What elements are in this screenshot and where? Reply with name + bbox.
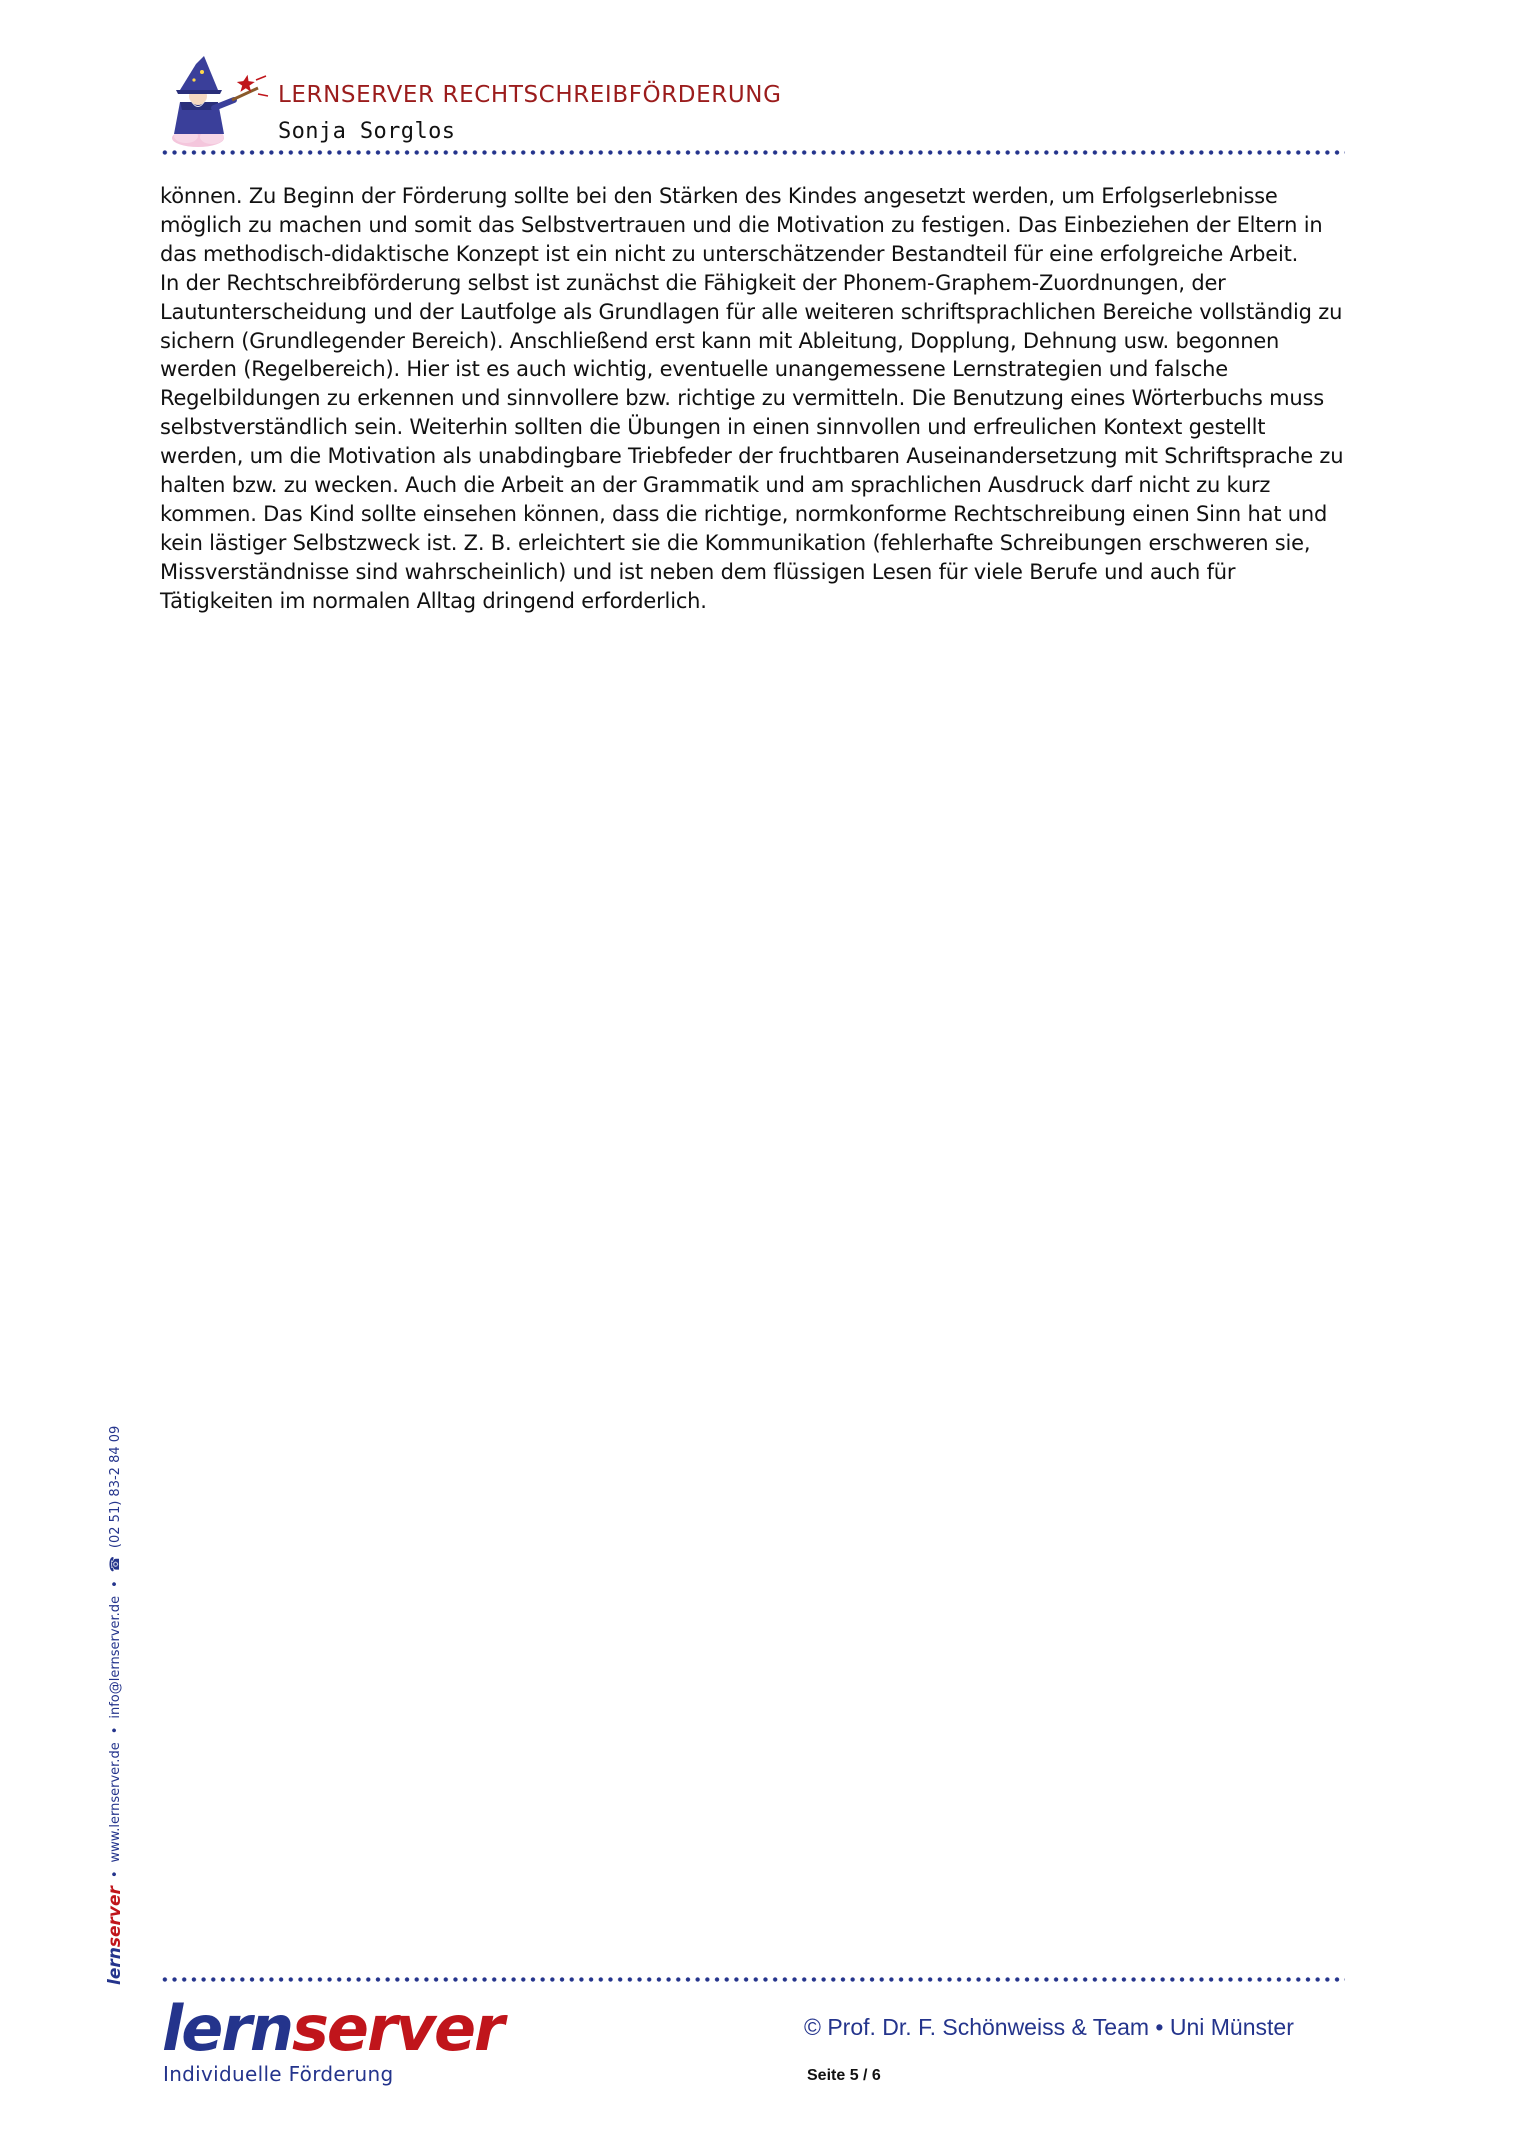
- text-line: Missverständnisse sind wahrscheinlich) und ist neben dem flüssigen Lesen für viele Berufe und auch für: [160, 559, 1236, 584]
- footer-copyright: © Prof. Dr. F. Schönweiss & Team • Uni Münster: [804, 2014, 1294, 2040]
- text-line: werden, um die Motivation als unabdingbare Triebfeder der fruchtbaren Auseinandersetzung mit Schriftsprache zu: [160, 444, 1344, 469]
- sidebar-separator: •: [107, 1580, 123, 1588]
- text-line: halten bzw. zu wecken. Auch die Arbeit an der Grammatik und am sprachlichen Ausdruck darf nicht zu kurz: [160, 473, 1271, 498]
- text-line: Lautunterscheidung und der Lautfolge als Grundlagen für alle weiteren schriftsprachlichen Bereiche vollständig zu: [160, 299, 1343, 324]
- header-divider: [160, 150, 1345, 155]
- sidebar-brand: lernserver: [105, 1886, 125, 1985]
- text-line: werden (Regelbereich). Hier ist es auch wichtig, eventuelle unangemessene Lernstrategien und falsche: [160, 357, 1229, 382]
- sidebar-contact: [105, 1426, 125, 1985]
- text-line: kommen. Das Kind sollte einsehen können, dass die richtige, normkonforme Rechtschreibung einen Sinn hat und: [160, 501, 1328, 526]
- footer-tagline: Individuelle Förderung: [163, 2062, 394, 2086]
- text-line: können. Zu Beginn der Förderung sollte bei den Stärken des Kindes angesetzt werden, um Erfolgserlebnisse: [160, 184, 1278, 208]
- sidebar-email-link[interactable]: info@lernserver.de: [107, 1595, 123, 1719]
- wizard-mascot-icon: [158, 50, 270, 150]
- header-title: LERNSERVER RECHTSCHREIBFÖRDERUNG: [278, 82, 782, 108]
- body-text: [160, 182, 1360, 616]
- text-line: sichern (Grundlegender Bereich). Anschließend erst kann mit Ableitung, Dopplung, Dehnung usw. begonnen: [160, 328, 1280, 353]
- text-line: kein lästiger Selbstzweck ist. Z. B. erleichtert sie die Kommunikation (fehlerhafte Schreibungen erschweren sie,: [160, 530, 1311, 555]
- sidebar-website-link[interactable]: www.lernserver.de: [107, 1742, 123, 1863]
- footer-divider: [160, 1977, 1345, 1982]
- text-line: Tätigkeiten im normalen Alltag dringend erforderlich.: [160, 588, 707, 613]
- text-line: das methodisch-didaktische Konzept ist ein nicht zu unterschätzender Bestandteil für eine erfolgreiche Arbeit.: [160, 241, 1299, 266]
- footer-logo: lernserver: [162, 1992, 503, 2065]
- text-line: In der Rechtschreibförderung selbst ist zunächst die Fähigkeit der Phonem-Graphem-Zuordnungen, der: [160, 270, 1226, 295]
- text-line: möglich zu machen und somit das Selbstvertrauen und die Motivation zu festigen. Das Einbeziehen der Eltern in: [160, 212, 1323, 237]
- sidebar-separator: •: [107, 1726, 123, 1735]
- text-line: selbstverständlich sein. Weiterhin sollten die Übungen in einen sinnvollen und erfreulichen Kontext gestellt: [160, 415, 1266, 440]
- phone-icon: ☎: [107, 1556, 123, 1573]
- sidebar-separator: •: [107, 1870, 123, 1879]
- sidebar-phone: (02 51) 83-2 84 09: [107, 1425, 123, 1549]
- header-subtitle: Sonja Sorglos: [278, 119, 456, 144]
- page-number: Seite 5 / 6: [807, 2067, 881, 2084]
- text-line: Regelbildungen zu erkennen und sinnvollere bzw. richtige zu vermitteln. Die Benutzung eines Wörterbuchs muss: [160, 386, 1324, 411]
